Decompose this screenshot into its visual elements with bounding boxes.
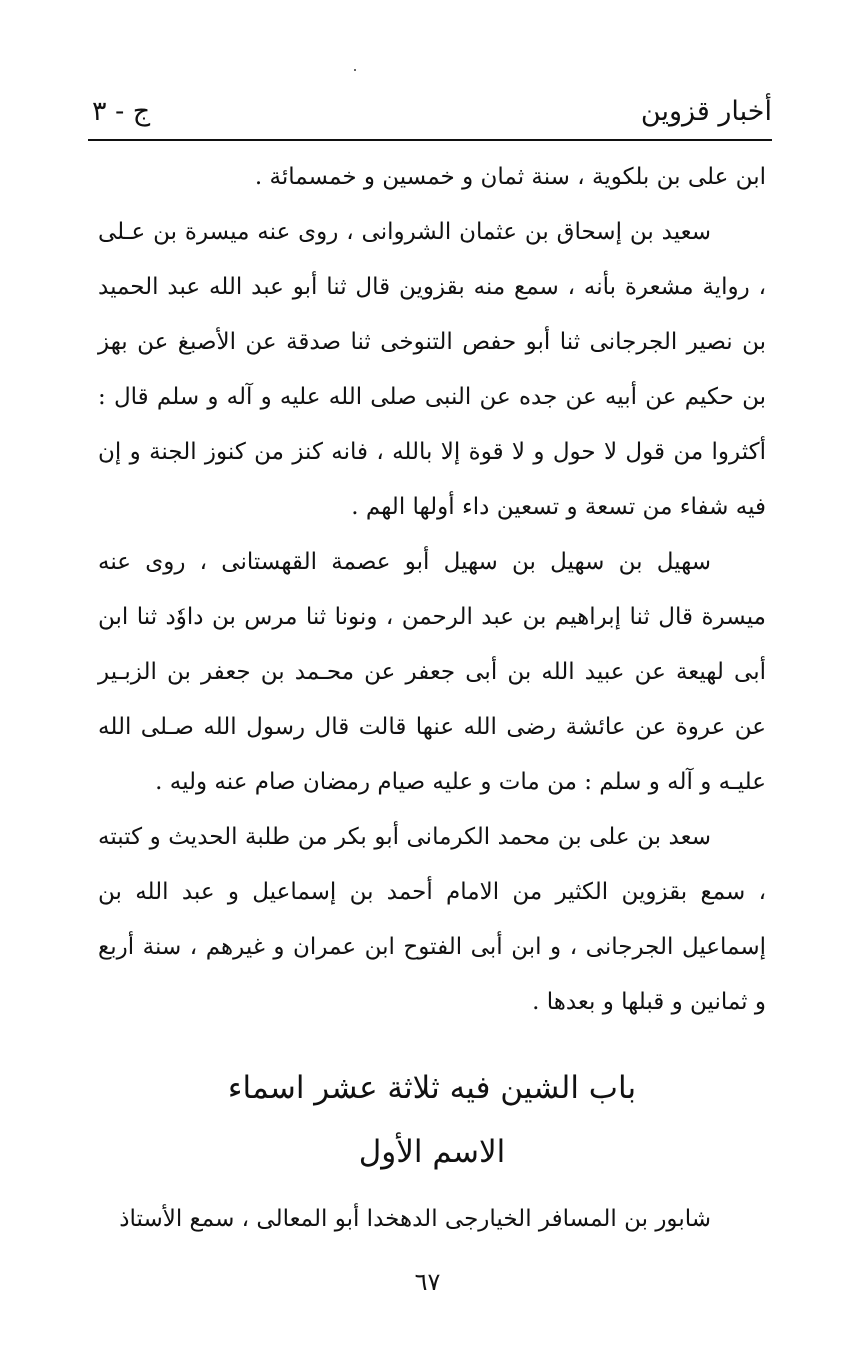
paragraph-entry-saeed: سعيد بن إسحاق بن عثمان الشروانى ، روى عنه ميسرة بن عـلى ، رواية مشعرة بأنه ، سمع منه بقزوين قال ثنا أبو عبد الله عبد الحميد بن نصير الجرجانى ثنا أبو حفص التنوخى ثنا صدقة عن الأصبغ عن بهز بن حكيم عن أبيه عن جده عن النبى صلى الله عليه و آله و سلم قال : أكثروا من قول لا حول و لا قوة إلا بالله ، فانه كنز من كنوز الجنة و إن فيه شفاء من تسعة و تسعين داء أولها الهم . — [98, 219, 766, 520]
body-text — [98, 150, 766, 1030]
paragraph-entry-saad: سعد بن على بن محمد الكرمانى أبو بكر من طلبة الحديث و كتبته ، سمع بقزوين الكثير من الامام أحمد بن إسماعيل و عبد الله بن إسماعيل الجرجانى ، و ابن أبى الفتوح ابن عمران و غيرهم ، سنة أربع و ثمانين و قبلها و بعدها . — [98, 824, 766, 1015]
running-header-title: أخبار قزوين — [640, 96, 772, 127]
paragraph-entry-suhail: سهيل بن سهيل بن سهيل أبو عصمة القهستانى ، روى عنه ميسرة قال ثنا إبراهيم بن عبد الرحمن ، ونونا ثنا مرس بن داوٗد ثنا ابن أبى لهيعة عن عبيد الله بن أبى جعفر عن محـمد بن جعفر بن الزبـير عن عروة عن عائشة رضى الله عنها قالت قال رسول الله صـلى الله عليـه و آله و سلم : من مات و عليه صيام رمضان صام عنه وليه . — [98, 549, 766, 795]
chapter-heading: باب الشين فيه ثلاثة عشر اسماء — [227, 1070, 637, 1106]
print-speck — [354, 69, 356, 71]
paragraph-continuation: ابن على بن بلكوية ، سنة ثمان و خمسين و خمسمائة . — [254, 164, 766, 190]
page-number: ٦٧ — [414, 1268, 441, 1296]
running-header-volume: ج - ٣ — [92, 96, 151, 127]
header-rule — [88, 139, 772, 141]
section-heading: الاسم الأول — [358, 1134, 506, 1170]
paragraph-entry-shabur: شابور بن المسافر الخيارجى الدهخدا أبو المعالى ، سمع الأستاذ — [119, 1206, 711, 1232]
running-header — [92, 92, 772, 134]
